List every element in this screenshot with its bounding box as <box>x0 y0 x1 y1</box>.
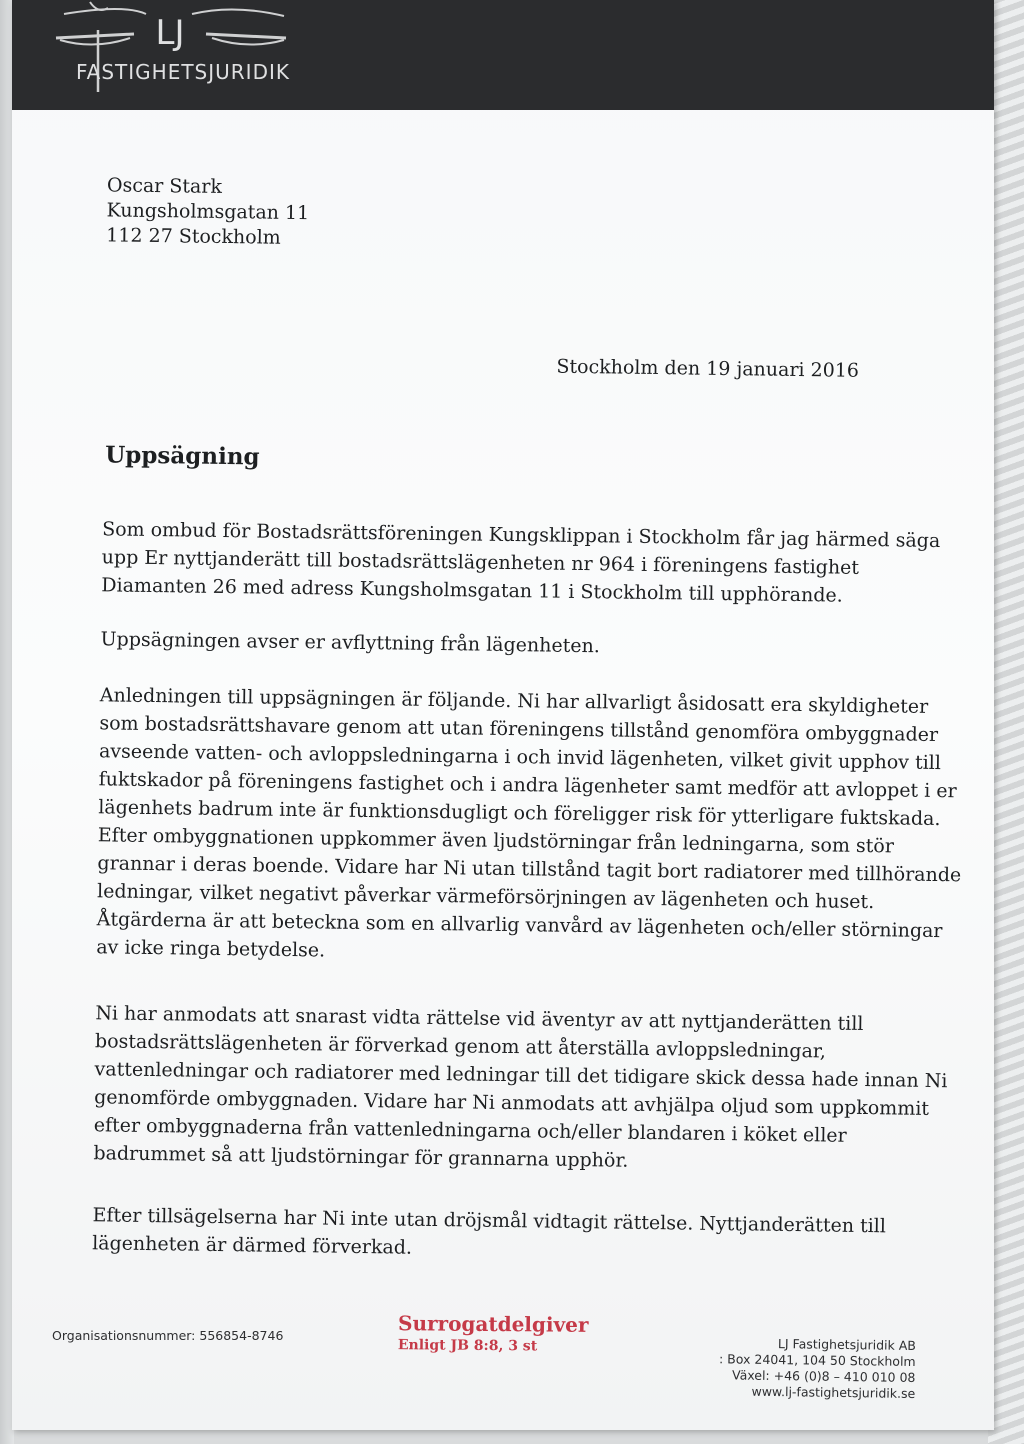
recipient-street: Kungsholmsgatan 11 <box>106 199 310 225</box>
company-phone: Växel: +46 (0)8 – 410 010 08 <box>731 1367 916 1385</box>
paragraph-line: badrummet så att ljudstörningar för grannarna upphör. <box>93 1142 629 1172</box>
paragraph-line: fuktskador på föreningens fastighet och i andra lägenheter samt medför att avloppet i er <box>98 768 957 803</box>
paragraph-demand <box>93 999 948 1178</box>
company-website: www.lj-fastighetsjuridik.se <box>751 1383 916 1401</box>
paragraph-scope <box>100 625 890 664</box>
paragraph-line: Ni har anmodats att snarast vidta rättelse vid äventyr av att nyttjanderätten till <box>95 1002 864 1035</box>
logo-mark: LJ <box>155 13 185 53</box>
paragraph-line: Som ombud för Bostadsrättsföreningen Kungsklippan i Stockholm får jag härmed säga <box>102 518 941 553</box>
paragraph-line: Efter tillsägelserna har Ni inte utan dröjsmål vidtagit rättelse. Nyttjanderätten till <box>92 1204 887 1238</box>
paragraph-line: efter ombyggnaderna från vattenledningarna och/eller blandaren i köket eller <box>93 1114 847 1147</box>
letterhead-banner <box>12 0 994 110</box>
paragraph-conclusion <box>92 1201 887 1268</box>
company-name: LJ Fastighetsjuridik AB <box>777 1336 916 1353</box>
paragraph-line: grannar i deras boende. Vidare har Ni utan tillstånd tagit bort radiatorer med tillhörande <box>97 852 962 887</box>
paragraph-line: Diamanten 26 med adress Kungsholmsgatan 11 i Stockholm till upphörande. <box>101 574 843 607</box>
paragraph-line: Efter ombyggnationen uppkommer även ljudstörningar från ledningarna, som stör <box>97 824 895 858</box>
letter-date: Stockholm den 19 januari 2016 <box>556 355 860 382</box>
recipient-name: Oscar Stark <box>106 174 223 198</box>
paragraph-line: av icke ringa betydelse. <box>96 936 326 962</box>
paragraph-line: som bostadsrättshavare genom att utan föreningens tillstånd genomföra ombyggnader <box>99 712 939 746</box>
org-number: Organisationsnummer: 556854-8746 <box>52 1328 284 1343</box>
paragraph-line: Åtgärderna är att beteckna som en allvarlig vanvård av lägenheten och/eller störningar <box>96 908 943 943</box>
stamp-title: Surrogatdelgiver <box>397 1311 589 1337</box>
paragraph-line: Uppsägningen avser er avflyttning från lägenheten. <box>100 628 600 658</box>
stamp-subtitle: Enligt JB 8:8, 3 st <box>397 1337 538 1355</box>
paragraph-line: lägenheten är därmed förverkad. <box>92 1232 413 1259</box>
recipient-address <box>106 173 310 251</box>
firm-name: FASTIGHETSJURIDIK <box>76 60 290 84</box>
company-contact <box>711 1335 916 1402</box>
recipient-postal: 112 27 Stockholm <box>106 224 281 249</box>
letter-heading: Uppsägning <box>105 441 260 471</box>
scales-of-justice-icon <box>34 0 304 108</box>
firm-logo <box>34 0 304 108</box>
letter-page <box>12 0 994 1430</box>
company-address: : Box 24041, 104 50 Stockholm <box>718 1351 916 1369</box>
paragraph-line: ledningar, vilket negativt påverkar värmeförsörjningen av lägenheten och huset. <box>96 880 875 914</box>
paragraph-reasons <box>96 681 962 972</box>
paragraph-intro <box>101 515 941 610</box>
paragraph-line: avseende vatten- och avloppsledningarna i och invid lägenheten, vilket givit upphov till <box>98 740 942 775</box>
letter-body <box>12 110 994 1324</box>
paragraph-line: genomförde ombyggnaden. Vidare har Ni anmodats att avhjälpa oljud som uppkommit <box>94 1086 930 1120</box>
paragraph-line: lägenhets badrum inte är funktionsdugligt och föreligger risk för ytterligare fuktskada. <box>98 796 941 831</box>
paragraph-line: upp Er nyttjanderätt till bostadsrättslägenheten nr 964 i föreningens fastighet <box>101 546 860 579</box>
paragraph-line: bostadsrättslägenheten är förverkad genom att återställa avloppsledningar, <box>94 1030 827 1063</box>
paragraph-line: vattenledningar och radiatorer med ledningar till det tidigare skick dessa hade innan Ni <box>94 1058 948 1093</box>
paragraph-line: Anledningen till uppsägningen är följande. Ni har allvarligt åsidosatt era skyldigheter <box>99 684 929 718</box>
surrogate-stamp <box>398 1311 589 1355</box>
